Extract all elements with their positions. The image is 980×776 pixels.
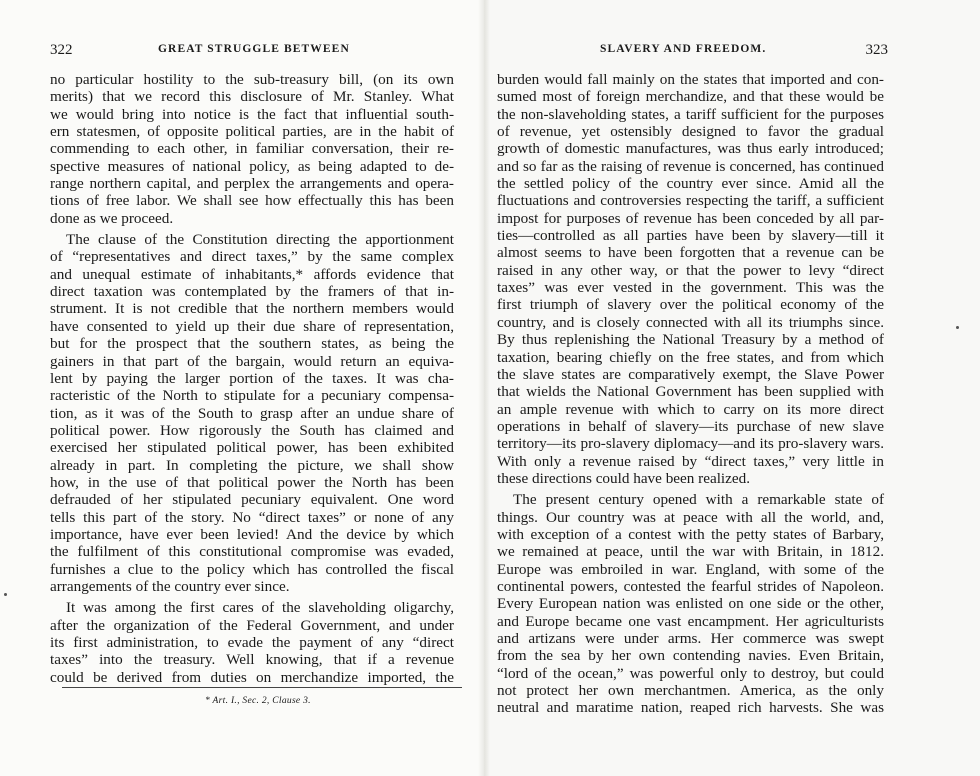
text-line: With only a revenue raised by “direct taxes,” very little in xyxy=(497,452,884,470)
right-page-number: 323 xyxy=(865,42,888,58)
text-line: political power. How rigorously the South has claimed and xyxy=(50,421,454,439)
text-line: but for the prospect that the southern states, as being the xyxy=(50,335,454,353)
text-line: ties—controlled as all parties have been by slavery—till it xyxy=(497,227,884,245)
right-page-header xyxy=(496,42,888,62)
text-line: operations in behalf of slavery—its purchase of new slave xyxy=(497,417,884,435)
text-line: Europe was embroiled in war. England, with some of the xyxy=(497,560,884,578)
text-line: The present century opened with a remarkable state of xyxy=(513,491,884,509)
text-line: Every European nation was enlisted on one side or the other, xyxy=(497,595,884,613)
right-page-body xyxy=(497,71,884,717)
text-line: commending to each other, in familiar conversation, their re- xyxy=(50,140,454,158)
text-line: growth of domestic manufactures, was thus early introduced; xyxy=(497,140,884,158)
text-line: taxation, bearing chiefly on the free states, and from which xyxy=(497,348,884,366)
text-line: arrangements of the country ever since. xyxy=(50,577,290,595)
text-line: sumed most of foreign merchandize, and that these would be xyxy=(497,88,884,106)
text-line: By thus replenishing the National Treasury by a method of xyxy=(497,331,884,349)
scan-speck xyxy=(956,326,959,329)
footnote: * Art. I., Sec. 2, Clause 3. xyxy=(205,696,311,706)
text-line: done as we proceed. xyxy=(50,209,174,227)
text-line: we remained at peace, until the war with Britain, in 1812. xyxy=(497,543,884,561)
text-line: tions of free labor. We shall see how effectually this has been xyxy=(50,192,454,210)
text-line: from the sea by her own contending navies. Even Britain, xyxy=(497,647,884,665)
text-line: importance, have ever been levied! And the device by which xyxy=(50,525,454,543)
text-line: fluctuations and controversies respecting the tariff, a sufficient xyxy=(497,192,884,210)
text-line: the settled policy of the country ever since. Amid all the xyxy=(497,175,884,193)
text-line: “lord of the ocean,” was powerful only to destroy, but could xyxy=(497,664,884,682)
text-line: we would bring into notice is the fact that influential south- xyxy=(50,105,454,123)
text-line: gainers in that part of the bargain, would return an equiva- xyxy=(50,352,454,370)
text-line: tells this part of the story. No “direct taxes” or none of any xyxy=(50,508,454,526)
text-line: ern statesmen, of opposite political parties, are in the habit of xyxy=(50,123,454,141)
text-line: burden would fall mainly on the states that imported and con- xyxy=(497,71,884,88)
left-page-header xyxy=(50,42,460,62)
text-line: after the organization of the Federal Government, and under xyxy=(50,616,454,634)
left-page-body xyxy=(50,71,454,686)
text-line: these directions could have been realized. xyxy=(497,469,751,487)
left-page-number: 322 xyxy=(50,42,73,58)
text-line: and unequal estimate of inhabitants,* affords evidence that xyxy=(50,265,454,283)
text-line: with exception of a contest with the petty states of Barbary, xyxy=(497,525,884,543)
text-line: lent by paying the larger portion of the taxes. It was cha- xyxy=(50,369,454,387)
text-line: and Europe became one vast encampment. Her agriculturists xyxy=(497,612,884,630)
text-line: have consented to yield up their due share of representation, xyxy=(50,317,454,335)
text-line: first triumph of slavery over the political economy of the xyxy=(497,296,884,314)
text-line: tion, as it was of the South to grasp after an undue share of xyxy=(50,404,454,422)
text-line: the fulfilment of this constitutional compromise was evaded, xyxy=(50,543,454,561)
text-line: already in part. In completing the picture, we shall show xyxy=(50,456,454,474)
book-gutter xyxy=(478,0,490,776)
text-line: raised in any other way, or that the power to levy “direct xyxy=(497,261,884,279)
text-line: the non-slaveholding states, a tariff sufficient for the purposes xyxy=(497,105,884,123)
text-line: defrauded of her stipulated pecuniary equivalent. One word xyxy=(50,491,454,509)
text-line: its first administration, to evade the payment of any “direct xyxy=(50,634,454,651)
text-line: The clause of the Constitution directing the apportionment xyxy=(66,231,454,249)
text-line: furnishes a clue to the policy which has controlled the fiscal xyxy=(50,560,454,578)
text-line: range northern capital, and perplex the arrangements and opera- xyxy=(50,175,454,193)
text-line: an ample revenue with which to carry on its more direct xyxy=(497,400,884,418)
text-line: merits) that we record this disclosure of Mr. Stanley. What xyxy=(50,88,454,106)
text-line: taxes” was ever vested in the government. This was the xyxy=(497,279,884,297)
text-line: It was among the first cares of the slaveholding oligarchy, xyxy=(66,599,454,617)
text-line: country, and is closely connected with all its triumphs since. xyxy=(497,313,884,331)
text-line: impost for purposes of revenue has been conceded by all par- xyxy=(497,209,884,227)
text-line: and artizans were under arms. Her commerce was swept xyxy=(497,630,884,647)
text-line: strument. It is not credible that the northern members would xyxy=(50,300,454,318)
text-line: neutral and maratime nation, reaped rich harvests. She was xyxy=(497,699,884,717)
text-line: how, in the use of that political power the North has been xyxy=(50,473,454,491)
text-line: of revenue, yet ostensibly designed to favor the gradual xyxy=(497,123,884,141)
text-line: spective measures of national policy, as being adapted to de- xyxy=(50,157,454,175)
text-line: could be derived from duties on merchandize imported, the xyxy=(50,668,454,686)
text-line: territory—its pro-slavery diplomacy—and its pro-slavery wars. xyxy=(497,435,884,453)
text-line: almost seems to have been forgotten that a revenue can be xyxy=(497,244,884,262)
text-line: direct taxation was contemplated by the framers of that in- xyxy=(50,283,454,301)
text-line: exercised her stipulated political power, has been exhibited xyxy=(50,439,454,457)
text-line: things. Our country was at peace with all the world, and, xyxy=(497,508,884,526)
text-line: racteristic of the North to stipulate for a pecuniary compensa- xyxy=(50,387,454,405)
text-line: not protect her own merchantmen. America, as the only xyxy=(497,682,884,700)
text-line: of “representatives and direct taxes,” by the same complex xyxy=(50,248,454,266)
text-line: continental powers, contested the fearful strides of Napoleon. xyxy=(497,577,884,595)
text-line: taxes” into the treasury. Well knowing, that if a revenue xyxy=(50,651,454,669)
text-line: and so far as the raising of revenue is concerned, has continued xyxy=(497,157,884,175)
text-line: that wields the National Government has been supplied with xyxy=(497,383,884,401)
right-running-head: SLAVERY AND FREEDOM. xyxy=(600,43,767,55)
scan-speck xyxy=(4,593,7,596)
text-line: no particular hostility to the sub-treasury bill, (on its own xyxy=(50,71,454,88)
footnote-rule xyxy=(62,687,462,688)
text-line: the slave states are comparatively exempt, the Slave Power xyxy=(497,365,884,383)
left-running-head: GREAT STRUGGLE BETWEEN xyxy=(158,43,350,55)
